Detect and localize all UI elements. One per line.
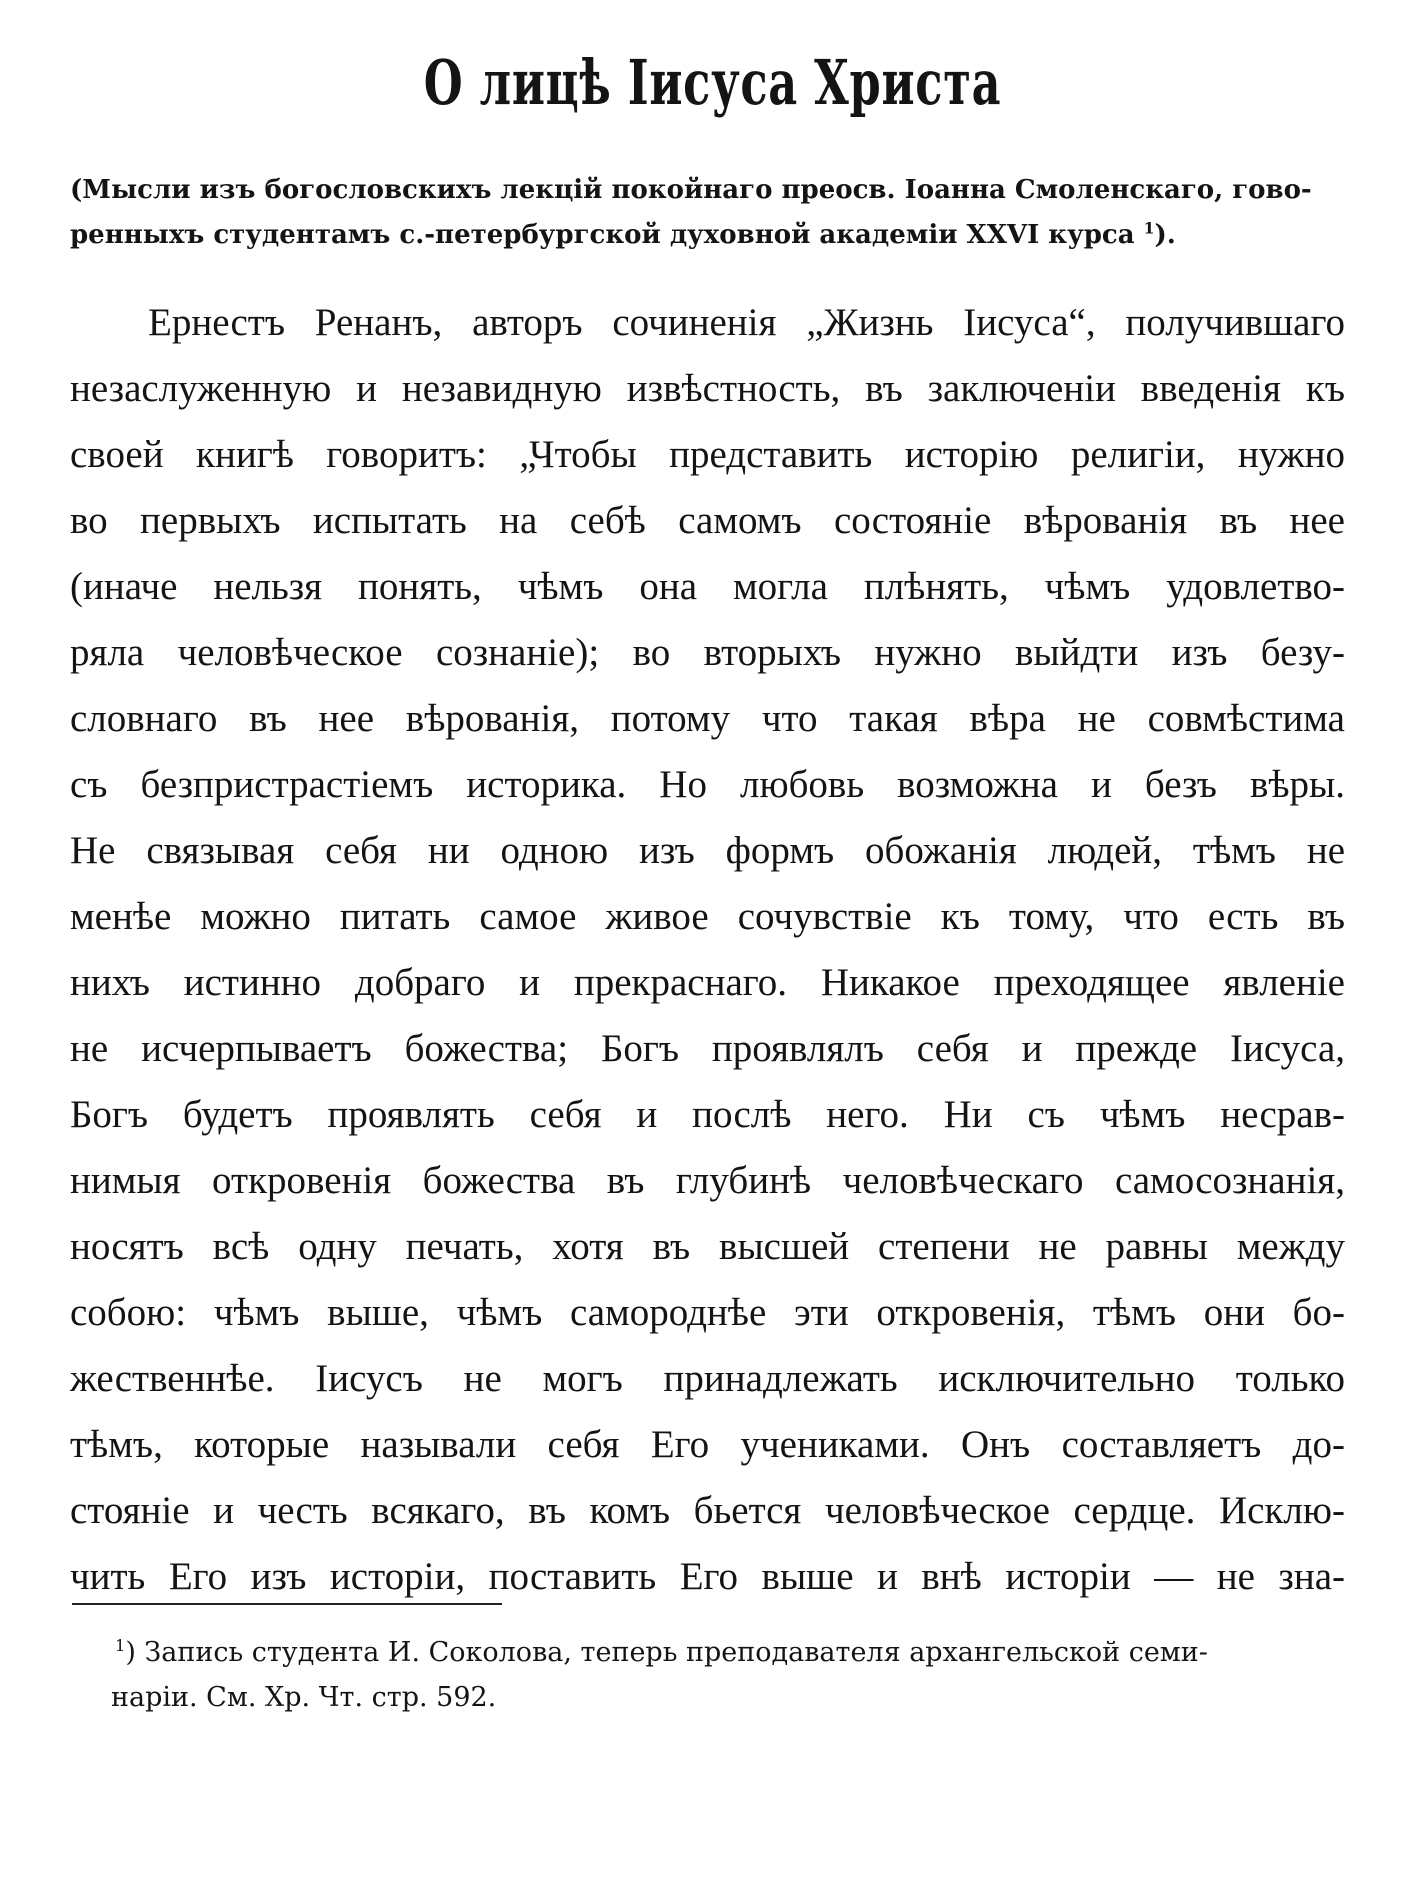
subtitle-line-1: (Мысли изъ богословскихъ лекцій покойнаго преосв. Іоанна Смоленскаго, гово-: [70, 175, 1312, 205]
body-line: во первыхъ испытать на себѣ самомъ состояніе вѣрованія въ нее: [70, 499, 1345, 542]
body-line: тѣмъ, которые называли себя Его учениками. Онъ составляетъ до-: [70, 1423, 1345, 1466]
body-line: Не связывая себя ни одною изъ формъ обожанія людей, тѣмъ не: [70, 829, 1345, 872]
body-line: Ернестъ Ренанъ, авторъ сочиненія „Жизнь Іисуса“, получившаго: [148, 301, 1345, 344]
footnote-reference[interactable]: 1: [1143, 218, 1155, 238]
body-line: незаслуженную и незавидную извѣстность, въ заключеніи введенія къ: [70, 367, 1345, 410]
body-line: носятъ всѣ одну печать, хотя въ высшей степени не равны между: [70, 1225, 1345, 1268]
page-title: О лицѣ Іисуса Христа: [423, 46, 1002, 119]
body-line: нимыя откровенія божества въ глубинѣ человѣческаго самосознанія,: [70, 1159, 1345, 1202]
body-line: Богъ будетъ проявлять себя и послѣ него. Ни съ чѣмъ несрав-: [70, 1093, 1345, 1136]
body-line: не исчерпываетъ божества; Богъ проявлялъ себя и прежде Іисуса,: [70, 1027, 1345, 1070]
body-line: съ безпристрастіемъ историка. Но любовь возможна и безъ вѣры.: [70, 763, 1345, 806]
footnote: [111, 1630, 1340, 1720]
body-line: менѣе можно питать самое живое сочувствіе къ тому, что есть въ: [70, 895, 1345, 938]
body-line: словнаго въ нее вѣрованія, потому что такая вѣра не совмѣстима: [70, 697, 1345, 740]
body-line: ряла человѣческое сознаніе); во вторыхъ нужно выйдти изъ безу-: [70, 631, 1345, 674]
body-line: чить Его изъ исторіи, поставить Его выше и внѣ исторіи — не зна-: [70, 1555, 1345, 1598]
footnote-mark: 1: [115, 1636, 126, 1655]
body-line: стояніе и честь всякаго, въ комъ бьется человѣческое сердце. Исклю-: [70, 1489, 1345, 1532]
footnote-line-2: наріи. См. Хр. Чт. стр. 592.: [111, 1682, 497, 1713]
subtitle-line-2: ренныхъ студентамъ с.-петербургской духовной академіи XXVI курса: [70, 220, 1144, 250]
subtitle-close: ).: [1154, 220, 1176, 250]
body-line: жественнѣе. Іисусъ не могъ принадлежать исключительно только: [70, 1357, 1345, 1400]
body-line: нихъ истинно добраго и прекраснаго. Никакое преходящее явленіе: [70, 961, 1345, 1004]
footnote-line-1: ) Запись студента И. Соколова, теперь преподавателя архангельской семи-: [125, 1637, 1208, 1668]
body-line: собою: чѣмъ выше, чѣмъ самороднѣе эти откровенія, тѣмъ они бо-: [70, 1291, 1345, 1334]
subtitle: [70, 168, 1340, 258]
body-line: (иначе нельзя понять, чѣмъ она могла плѣнять, чѣмъ удовлетво-: [70, 565, 1345, 608]
footnote-divider: [72, 1603, 502, 1605]
body-line: своей книгѣ говоритъ: „Чтобы представить исторію религіи, нужно: [70, 433, 1345, 476]
